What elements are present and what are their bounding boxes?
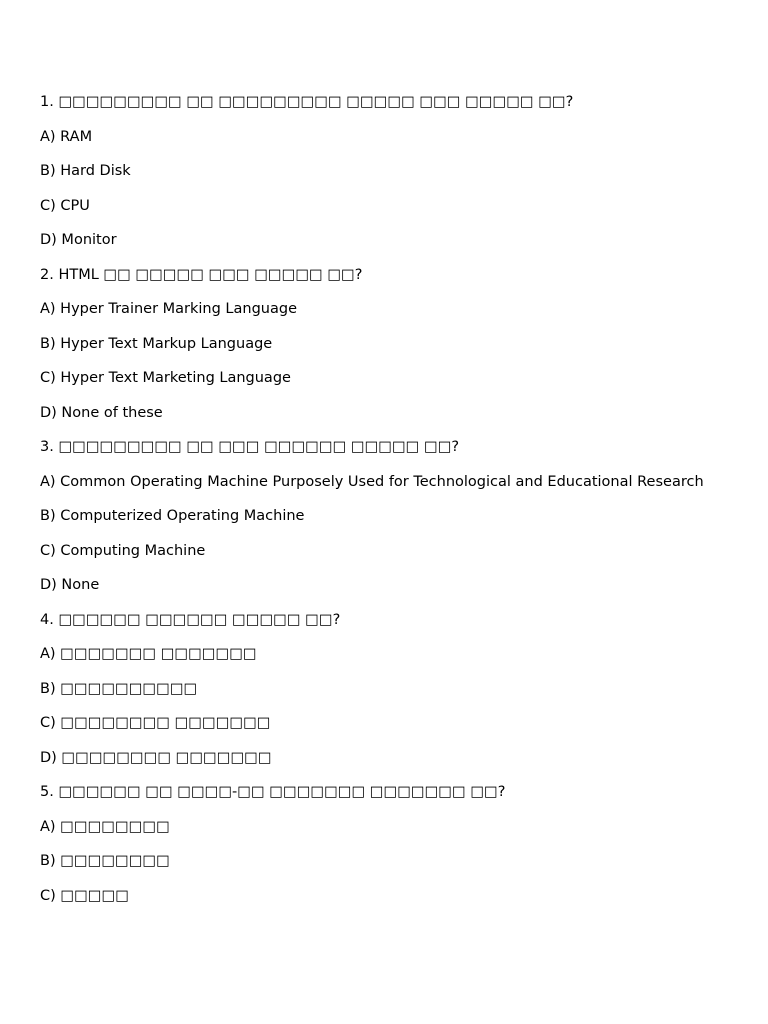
option-a: A) RAM: [40, 128, 93, 145]
question-text: 1. □□□□□□□□□ □□ □□□□□□□□□ □□□□□ □□□ □□□□□ □□?: [40, 94, 574, 110]
question-text: 3. □□□□□□□□□ □□ □□□ □□□□□□ □□□□□ □□?: [40, 439, 460, 455]
option-a: A) □□□□□□□□: [40, 818, 170, 835]
question-text: 2. HTML □□ □□□□□ □□□ □□□□□ □□?: [40, 266, 363, 283]
option-b: B) □□□□□□□□□□: [40, 680, 198, 697]
option-c: C) □□□□□: [40, 887, 129, 904]
option-d: D) None of these: [40, 404, 163, 421]
question-1: [40, 92, 768, 250]
question-text: 5. □□□□□□ □□ □□□□-□□ □□□□□□□ □□□□□□□ □□?: [40, 784, 506, 800]
question-3: [40, 437, 768, 595]
option-b: B) Hard Disk: [40, 163, 131, 179]
option-d: D) □□□□□□□□ □□□□□□□: [40, 749, 272, 766]
question-text: 4. □□□□□□ □□□□□□ □□□□□ □□?: [40, 611, 341, 628]
option-d: D) None: [40, 577, 100, 593]
option-d: D) Monitor: [40, 232, 117, 248]
option-a: A) □□□□□□□ □□□□□□□: [40, 646, 257, 662]
question-2: [40, 265, 768, 423]
option-c: C) Computing Machine: [40, 542, 206, 559]
option-a: A) Common Operating Machine Purposely Used for Technological and Educational Research: [40, 473, 704, 490]
option-a: A) Hyper Trainer Marking Language: [40, 301, 297, 317]
option-c: C) Hyper Text Marketing Language: [40, 370, 291, 386]
option-b: B) □□□□□□□□: [40, 853, 170, 869]
question-5: [40, 782, 768, 906]
option-b: B) Computerized Operating Machine: [40, 508, 305, 524]
option-b: B) Hyper Text Markup Language: [40, 335, 273, 352]
option-c: C) CPU: [40, 197, 90, 214]
question-document: [40, 92, 768, 920]
option-c: C) □□□□□□□□ □□□□□□□: [40, 715, 271, 731]
question-4: [40, 610, 768, 768]
